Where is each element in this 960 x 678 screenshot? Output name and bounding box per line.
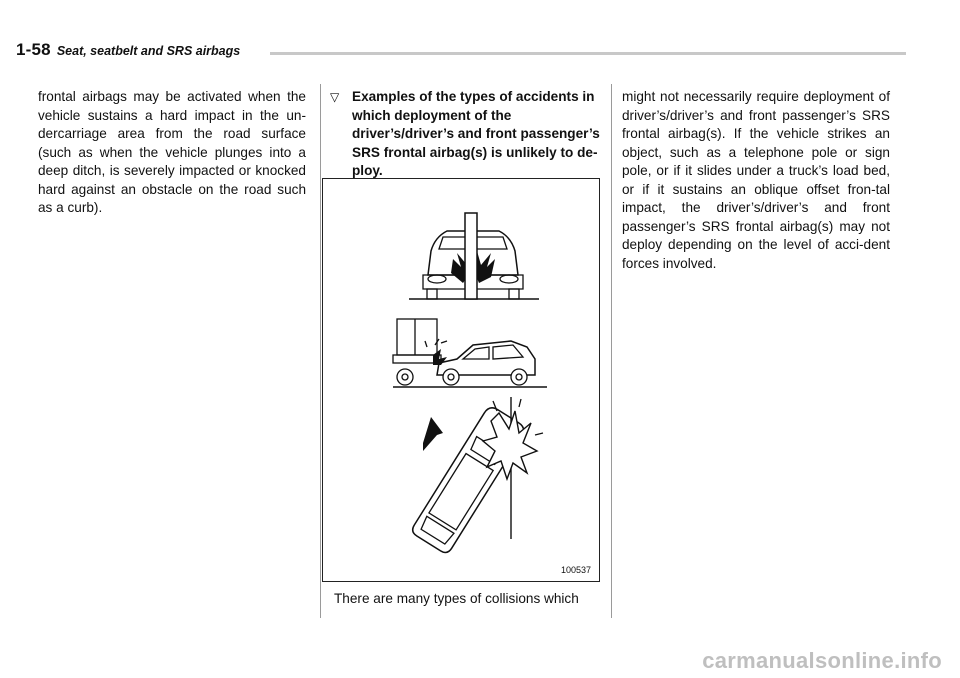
- truck-underride-scene: [393, 319, 547, 387]
- column-3-text: might not necessarily require deployment of driver’s/driver’s and front passenger’s SRS frontal airbag(s). If the vehicle strikes an object, such as a telephone pole or sign pole, or if it slides under a truck’s load bed, or if it sustains an oblique offset fron-tal impact, the driver’s/driver’s and front passenger’s SRS frontal airbag(s) may not deploy depending on the level of acci-dent forces involved.: [622, 89, 890, 271]
- section-title: Seat, seatbelt and SRS airbags: [56, 44, 241, 58]
- page-number: 1-58: [16, 40, 51, 59]
- accident-illustration: [322, 178, 600, 582]
- oblique-impact-scene: [410, 397, 543, 555]
- column-1-text: frontal airbags may be activated when the vehicle sustains a hard impact in the un-dercarriage area from the road surface (such as when the vehicle plunges into a deep ditch, is severely impacted or knocked hard against an obstacle on the road such as a curb).: [38, 89, 306, 215]
- page-header: [16, 40, 240, 60]
- pole-collision-scene: [409, 213, 539, 299]
- triangle-marker-icon: ▽: [330, 90, 340, 104]
- watermark: carmanualsonline.info: [702, 648, 942, 673]
- header-rule: [270, 52, 906, 55]
- column-2-caption-text: There are many types of collisions which: [334, 591, 579, 606]
- heading-text: Examples of the types of accidents in which deployment of the driver’s/driver’s and front passenger’s SRS frontal airbag(s) is unlikely to de-ploy.: [352, 89, 600, 178]
- column-divider-right: [611, 84, 612, 618]
- column-divider-left: [320, 84, 321, 618]
- figure-code: 100537: [560, 565, 591, 575]
- section-heading: [330, 88, 602, 181]
